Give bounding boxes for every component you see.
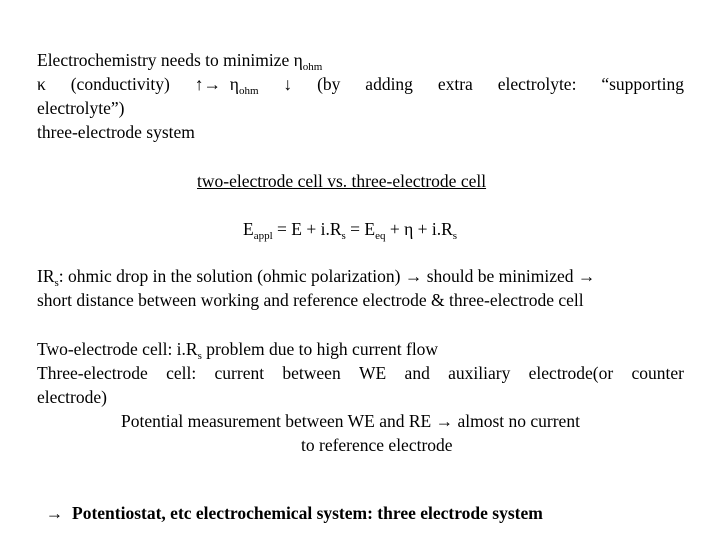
right-arrow: → xyxy=(45,503,64,523)
kappa-symbol: κ xyxy=(37,74,46,94)
intro-line-2: κ (conductivity) ↑→ $\eta_{ohm}$ ↓ (by adding extra electrolyte: “supporting xyxy=(37,74,684,97)
potential-equation: $E_{appl} = E + i.R_s = E_{eq} + \eta + i.R_s$ xyxy=(243,219,458,242)
right-arrow: → xyxy=(435,411,454,431)
intro-line-1: Electrochemistry needs to minimize $\eta_{ohm}$ xyxy=(37,50,323,73)
up-right-arrows: ↑→ xyxy=(194,74,222,94)
potential-measurement-line-2: to reference electrode xyxy=(301,435,453,455)
irs-line-2: short distance between working and reference electrode & three-electrode cell xyxy=(37,290,584,310)
intro-line-3: electrolyte”) xyxy=(37,98,125,118)
irs-line-1: $IR_s$: ohmic drop in the solution (ohmic polarization) → should be minimized → xyxy=(37,266,596,289)
section-heading: two-electrode cell vs. three-electrode cell xyxy=(197,171,487,191)
two-electrode-line: Two-electrode cell: $i.R_s$ problem due to high current flow xyxy=(37,339,439,362)
right-arrow: → xyxy=(404,266,423,286)
potential-measurement-line: Potential measurement between WE and RE → almost no current xyxy=(121,411,580,431)
intro-line-4: three-electrode system xyxy=(37,122,195,142)
right-arrow: → xyxy=(577,266,596,286)
three-electrode-line-1: Three-electrode cell: current between WE and auxiliary electrode(or counter xyxy=(37,363,684,383)
three-electrode-line-2: electrode) xyxy=(37,387,107,407)
conclusion-line: → Potentiostat, etc electrochemical system: three electrode system xyxy=(45,503,543,523)
down-arrow: ↓ xyxy=(283,74,293,94)
eta-symbol: η xyxy=(293,50,303,70)
